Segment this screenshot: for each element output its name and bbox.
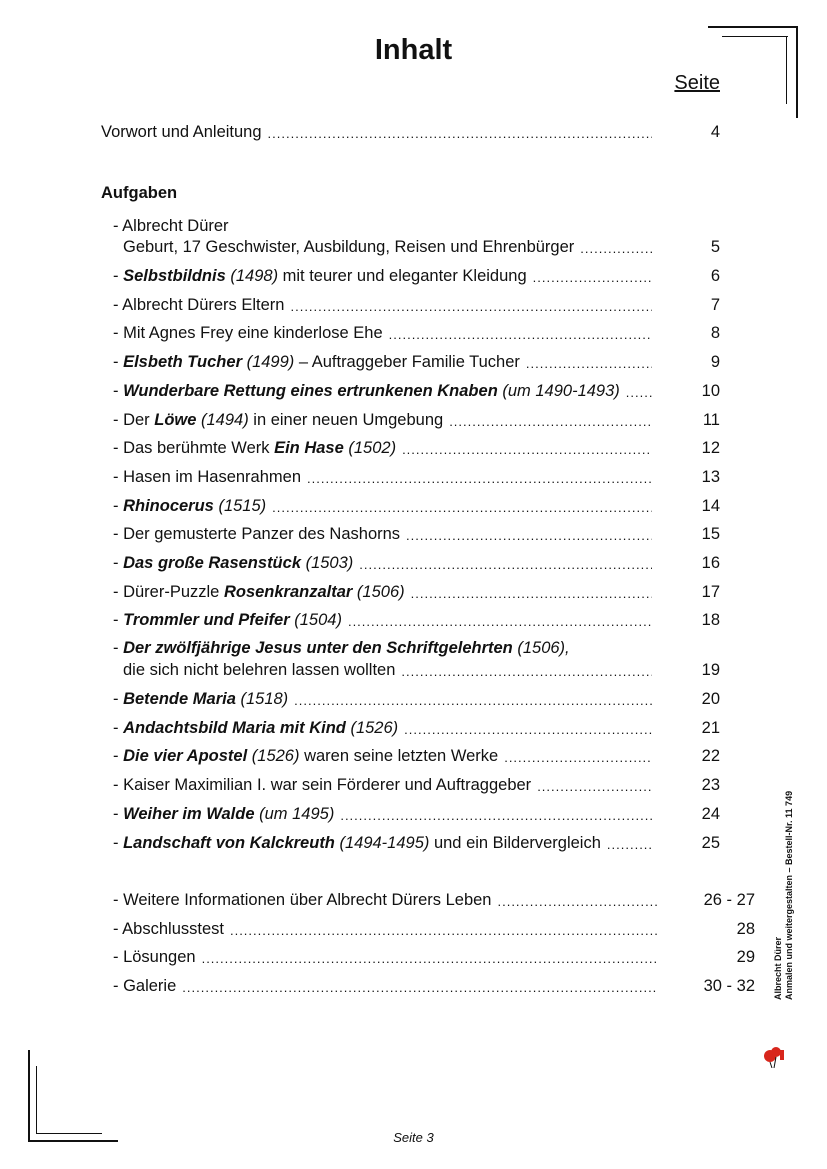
toc-page: 16 (701, 554, 720, 572)
toc-label: die sich nicht belehren lassen wollten (123, 661, 396, 679)
toc-row-entry-22 (113, 744, 720, 766)
toc-page: 10 (701, 381, 720, 400)
toc-title-bold: Elsbeth Tucher (123, 353, 242, 372)
toc-entry-line (113, 638, 570, 658)
toc-leader (607, 837, 652, 853)
toc-leader (294, 693, 652, 709)
toc-page: 18 (701, 611, 720, 630)
toc-page: 26 - 27 (703, 891, 755, 909)
toc-row-entry-2 (113, 264, 720, 286)
toc-leader (272, 500, 652, 516)
toc-row-entry-5 (113, 350, 720, 372)
toc-row-entry-jesus (123, 658, 720, 680)
toc-leader (411, 586, 652, 602)
toc-title-bold: Das große Rasenstück (123, 554, 301, 572)
toc-year: (1498) (225, 267, 279, 285)
toc-year: (1526) (345, 718, 399, 737)
toc-year: (1518) (235, 690, 289, 708)
publisher-logo-icon (760, 1032, 800, 1068)
toc-leader (401, 664, 652, 680)
toc-label: - Wunderbare Rettung eines ertrunkenen Knaben (um 1490-1493) (113, 381, 620, 400)
toc-page: 15 (701, 525, 720, 544)
toc-year: (1515) (213, 496, 267, 515)
toc-row-appendix-2 (113, 917, 755, 939)
toc-label: - Selbstbildnis (1498) mit teurer und eleganter Kleidung (113, 267, 527, 285)
toc-year: (1506) (352, 582, 405, 601)
corner-top-right-h1 (708, 26, 798, 28)
toc-page: 4 (710, 123, 720, 141)
toc-page: 29 (736, 948, 755, 967)
toc-page: 12 (701, 439, 720, 458)
toc-page: 8 (710, 324, 720, 343)
toc-page: 6 (710, 267, 720, 285)
toc-page: 17 (701, 582, 720, 601)
toc-label: Geburt, 17 Geschwister, Ausbildung, Reisen und Ehrenbürger (123, 238, 575, 256)
toc-page: 30 - 32 (703, 977, 755, 996)
toc-page: 28 (736, 919, 755, 938)
toc-year: (1502) (343, 439, 397, 458)
toc-leader (626, 385, 652, 401)
toc-leader (359, 557, 652, 573)
toc-row-entry-20 (113, 687, 720, 709)
toc-title-bold: Wunderbare Rettung eines ertrunkenen Knaben (123, 381, 498, 400)
toc-title-bold: Löwe (154, 410, 197, 429)
page-column-header: Seite (674, 72, 720, 94)
toc-leader (202, 951, 657, 967)
toc-label: - Kaiser Maximilian I. war sein Förderer und Auftraggeber (113, 776, 532, 795)
toc-label: - Weiher im Walde (um 1495) (113, 804, 335, 823)
toc-title-bold: Landschaft von Kalckreuth (123, 833, 335, 852)
toc-page: 19 (701, 661, 720, 679)
toc-leader (497, 894, 657, 910)
toc-label: - Das große Rasenstück (1503) (113, 554, 354, 572)
toc-label: - Rhinocerus (1515) (113, 496, 267, 515)
toc-entry-line: - Albrecht Dürer (113, 217, 229, 235)
toc-title-bold: Ein Hase (274, 439, 344, 458)
toc-label: - Trommler und Pfeifer (1504) (113, 611, 342, 630)
toc-page: 13 (701, 467, 720, 486)
toc-leader (268, 126, 652, 142)
toc-label: - Hasen im Hasenrahmen (113, 467, 301, 486)
toc-page: 5 (710, 238, 720, 256)
toc-label: - Galerie (113, 977, 177, 996)
toc-label: - Abschlusstest (113, 919, 224, 938)
toc-prefix: - (113, 639, 124, 657)
toc-leader (290, 299, 652, 315)
toc-row-entry-6 (113, 379, 720, 401)
toc-page: 9 (710, 353, 720, 372)
toc-leader (526, 356, 652, 372)
toc-label: - Lösungen (113, 948, 196, 967)
toc-page: 24 (701, 804, 720, 823)
toc-row-appendix-3 (113, 945, 755, 967)
toc-title-bold: Trommler und Pfeifer (123, 611, 290, 630)
toc-year: (um 1495) (254, 804, 335, 823)
toc-label: - Die vier Apostel (1526) waren seine letzten Werke (113, 747, 499, 766)
toc-leader (533, 270, 652, 286)
side-imprint (773, 790, 827, 1000)
toc-leader (537, 779, 652, 795)
toc-row-entry-12 (113, 551, 720, 573)
toc-leader (406, 528, 652, 544)
toc-leader (580, 241, 652, 257)
toc-row-entry-8 (113, 436, 720, 458)
toc-leader (348, 614, 652, 630)
toc-title-bold: Selbstbildnis (123, 267, 226, 285)
toc-page: 11 (702, 410, 720, 429)
page-title: Inhalt (374, 34, 453, 66)
toc-row-entry-25 (113, 831, 720, 853)
toc-year: (1499) (242, 353, 295, 372)
toc-label: - Der gemusterte Panzer des Nashorns (113, 525, 401, 544)
toc-page: 21 (701, 718, 720, 737)
toc-label: - Dürer-Puzzle Rosenkranzaltar (1506) (113, 582, 405, 601)
toc-row-entry-21 (113, 716, 720, 738)
toc-leader (404, 722, 652, 738)
toc-row-entry-4 (113, 321, 720, 343)
toc-title-bold: Rhinocerus (123, 496, 214, 515)
toc-row-entry-23 (113, 773, 720, 795)
toc-title-bold: Andachtsbild Maria mit Kind (123, 718, 346, 737)
toc-row-entry-14 (113, 608, 720, 630)
toc-row-vorwort (101, 120, 720, 142)
toc-row-appendix-4 (113, 974, 755, 996)
page-footer: Seite 3 (393, 1130, 434, 1145)
toc-page: 23 (701, 776, 720, 795)
toc-year: (1494-1495) (334, 833, 430, 852)
toc-year: (um 1490-1493) (497, 381, 620, 400)
toc-year: (1506), (512, 639, 570, 657)
toc-label: - Mit Agnes Frey eine kinderlose Ehe (113, 324, 383, 343)
toc-row-entry-3 (113, 293, 720, 315)
toc-year: (1504) (289, 611, 342, 630)
toc-leader (504, 750, 652, 766)
corner-bottom-left-v1 (28, 1050, 30, 1142)
corner-bottom-left-v2 (36, 1066, 37, 1134)
toc-row-entry-9 (113, 465, 720, 487)
toc-title-bold: Betende Maria (123, 690, 236, 708)
side-imprint-line1: Albrecht Dürer (773, 936, 783, 1000)
toc-leader (182, 980, 657, 996)
toc-row-entry-10 (113, 494, 720, 516)
toc-row-entry-13 (113, 580, 720, 602)
toc-page: 22 (701, 747, 720, 766)
toc-title-bold: Die vier Apostel (123, 747, 248, 766)
toc-row-entry-1 (123, 235, 720, 257)
section-heading: Aufgaben (101, 184, 178, 202)
toc-title-bold: Weiher im Walde (123, 804, 255, 823)
toc-leader (449, 414, 652, 430)
toc-leader (307, 471, 652, 487)
toc-year: (1503) (301, 554, 354, 572)
toc-row-entry-24 (113, 802, 720, 824)
toc-leader (389, 327, 652, 343)
toc-year: (1526) (247, 747, 300, 766)
toc-row-entry-7 (113, 408, 720, 430)
toc-label: - Der Löwe (1494) in einer neuen Umgebung (113, 410, 444, 429)
toc-page: 25 (701, 833, 720, 852)
toc-leader (340, 808, 652, 824)
side-imprint-line2: Anmalen und weitergestalten – Bestell-Nr. 11 749 (784, 790, 794, 1000)
toc-title-bold: Der zwölfjährige Jesus unter den Schriftgelehrten (123, 639, 513, 657)
toc-label: Vorwort und Anleitung (101, 123, 262, 141)
toc-leader (402, 442, 652, 458)
toc-label: - Das berühmte Werk Ein Hase (1502) (113, 439, 397, 458)
toc-label: - Betende Maria (1518) (113, 690, 289, 708)
toc-row-appendix-1 (113, 888, 755, 910)
toc-label: - Andachtsbild Maria mit Kind (1526) (113, 718, 399, 737)
toc-page: 20 (701, 690, 720, 708)
toc-year: (1494) (196, 410, 249, 429)
toc-label: - Elsbeth Tucher (1499) – Auftraggeber Familie Tucher (113, 353, 520, 372)
toc-label: - Landschaft von Kalckreuth (1494-1495) und ein Bildervergleich (113, 833, 601, 852)
toc-label: - Weitere Informationen über Albrecht Dürers Leben (113, 891, 492, 909)
toc-label: - Albrecht Dürers Eltern (113, 295, 285, 314)
toc-page: 7 (710, 295, 720, 314)
toc-title-bold: Rosenkranzaltar (223, 582, 353, 601)
toc-leader (230, 923, 657, 939)
toc-page: 14 (701, 496, 720, 515)
toc-row-entry-11 (113, 522, 720, 544)
